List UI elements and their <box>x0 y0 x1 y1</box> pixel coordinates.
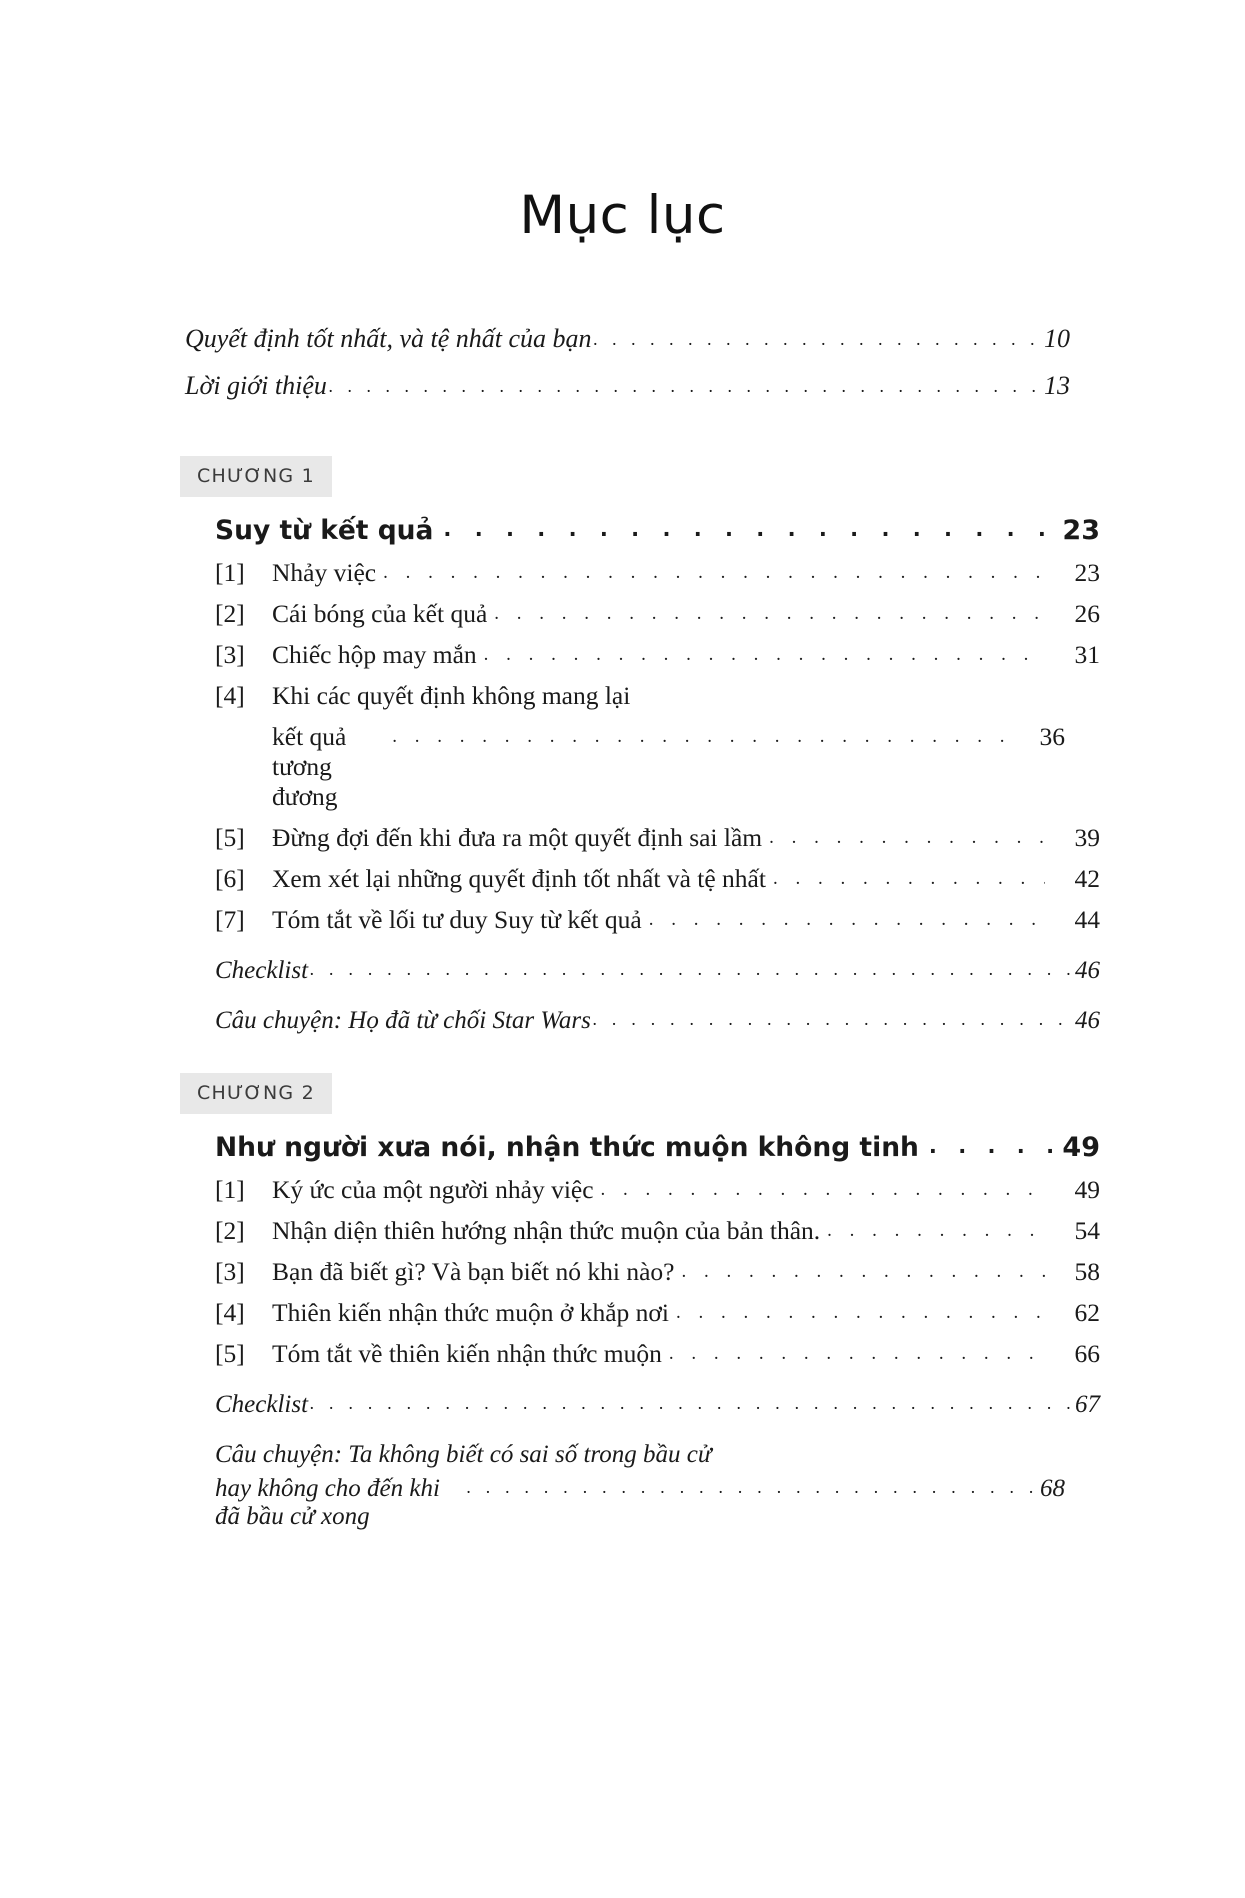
toc-entry-label: Lời giới thiệu <box>185 371 327 400</box>
section-page: 58 <box>1074 1257 1100 1286</box>
dot-leader <box>681 1261 1045 1283</box>
section-page: 36 <box>1039 722 1065 751</box>
section-index: [3] <box>215 640 245 669</box>
section-index: [1] <box>215 1175 245 1204</box>
toc-entry[interactable] <box>180 371 1070 401</box>
dot-leader <box>329 376 1041 397</box>
dot-leader <box>827 1220 1045 1242</box>
section-row[interactable] <box>180 640 1100 670</box>
story-label: Câu chuyện: Họ đã từ chối Star Wars <box>215 1007 591 1034</box>
section-index: [2] <box>215 599 245 628</box>
section-label-line2: kết quả tương đương <box>272 722 347 811</box>
chapter-badge: CHƯƠNG 1 <box>180 456 332 497</box>
checklist-label: Checklist <box>215 1391 309 1418</box>
chapter-heading-page: 23 <box>1062 515 1100 546</box>
section-label: Nhận diện thiên hướng nhận thức muộn của bản thân. <box>272 1216 821 1245</box>
chapter-badge: CHƯƠNG 2 <box>180 1073 332 1114</box>
section-page: 39 <box>1074 823 1100 852</box>
checklist-page: 46 <box>1075 957 1100 984</box>
section-row[interactable] <box>180 1339 1100 1369</box>
chapter-block-2 <box>180 1035 1100 1531</box>
section-page: 42 <box>1074 864 1100 893</box>
section-row[interactable] <box>180 599 1100 629</box>
section-label: Xem xét lại những quyết định tốt nhất và tệ nhất <box>272 864 766 893</box>
chapter-heading-row[interactable] <box>180 1132 1100 1163</box>
section-page: 49 <box>1074 1175 1100 1204</box>
section-index: [5] <box>215 823 245 852</box>
toc-entry-label: Quyết định tốt nhất, và tệ nhất của bạn <box>185 324 592 353</box>
section-row[interactable] <box>180 1298 1100 1328</box>
section-page: 62 <box>1074 1298 1100 1327</box>
section-label: Nhảy việc <box>272 558 377 587</box>
story-page: 68 <box>1040 1475 1065 1502</box>
dot-leader <box>594 329 1041 350</box>
dot-leader <box>443 517 1054 541</box>
section-index: [5] <box>215 1339 245 1368</box>
story-label-line2: hay không cho đến khi đã bầu cử xong <box>215 1475 440 1530</box>
page-title: Mục lục <box>519 185 726 246</box>
section-page: 44 <box>1074 905 1100 934</box>
dot-leader <box>601 1179 1045 1201</box>
section-page: 23 <box>1074 558 1100 587</box>
section-row[interactable] <box>180 905 1100 935</box>
section-row[interactable] <box>180 1216 1100 1246</box>
story-row[interactable] <box>180 1007 1100 1035</box>
section-page: 31 <box>1074 640 1100 669</box>
section-row-continuation[interactable] <box>180 722 1065 812</box>
section-row[interactable] <box>180 558 1100 588</box>
chapter-heading-row[interactable] <box>180 515 1100 546</box>
section-page: 54 <box>1074 1216 1100 1245</box>
dot-leader <box>773 868 1045 890</box>
section-label: Ký ức của một người nhảy việc <box>272 1175 594 1204</box>
section-page: 66 <box>1074 1339 1100 1368</box>
dot-leader <box>769 827 1045 849</box>
section-label: Tóm tắt về lối tư duy Suy từ kết quả <box>272 905 642 934</box>
dot-leader <box>484 644 1045 666</box>
dot-leader <box>649 909 1045 931</box>
dot-leader <box>676 1302 1045 1324</box>
section-label: Bạn đã biết gì? Và bạn biết nó khi nào? <box>272 1257 675 1286</box>
dot-leader <box>593 1009 1072 1030</box>
dot-leader <box>494 603 1045 625</box>
section-index: [2] <box>215 1216 245 1245</box>
toc-entry-page: 13 <box>1044 371 1070 400</box>
story-label-line1: Câu chuyện: Ta không biết có sai số trong bầu cử <box>215 1441 712 1468</box>
section-index: [7] <box>215 905 245 934</box>
story-page: 46 <box>1075 1007 1100 1034</box>
section-index: [6] <box>215 864 245 893</box>
checklist-page: 67 <box>1075 1391 1100 1418</box>
section-index: [4] <box>215 681 245 710</box>
front-matter-list <box>180 324 1070 401</box>
dot-leader <box>310 1393 1072 1414</box>
section-index: [4] <box>215 1298 245 1327</box>
dot-leader <box>467 1477 1038 1498</box>
story-row-continuation[interactable] <box>180 1475 1065 1531</box>
chapter-heading-label: Suy từ kết quả <box>215 515 434 546</box>
checklist-row[interactable] <box>180 957 1100 985</box>
section-label: Khi các quyết định không mang lại <box>272 681 631 710</box>
section-index: [1] <box>215 558 245 587</box>
section-page: 26 <box>1074 599 1100 628</box>
checklist-label: Checklist <box>215 957 309 984</box>
section-row[interactable] <box>180 864 1100 894</box>
dot-leader <box>669 1343 1045 1365</box>
dot-leader <box>392 726 1010 748</box>
dot-leader <box>310 959 1072 980</box>
section-label: Thiên kiến nhận thức muộn ở khắp nơi <box>272 1298 670 1327</box>
section-row[interactable] <box>180 1175 1100 1205</box>
toc-entry[interactable] <box>180 324 1070 354</box>
section-row[interactable] <box>180 1257 1100 1287</box>
checklist-row[interactable] <box>180 1391 1100 1419</box>
section-label: Cái bóng của kết quả <box>272 599 488 628</box>
chapter-block-1 <box>180 418 1100 1035</box>
section-label: Chiếc hộp may mắn <box>272 640 477 669</box>
dot-leader <box>929 1134 1055 1158</box>
chapter-heading-label: Như người xưa nói, nhận thức muộn không tinh <box>215 1132 919 1163</box>
section-label: Tóm tắt về thiên kiến nhận thức muộn <box>272 1339 662 1368</box>
section-label: Đừng đợi đến khi đưa ra một quyết định sai lầm <box>272 823 763 852</box>
section-row[interactable] <box>180 823 1100 853</box>
dot-leader <box>383 562 1045 584</box>
section-index: [3] <box>215 1257 245 1286</box>
section-row[interactable] <box>180 681 1100 711</box>
chapter-heading-page: 49 <box>1062 1132 1100 1163</box>
toc-entry-page: 10 <box>1044 324 1070 353</box>
